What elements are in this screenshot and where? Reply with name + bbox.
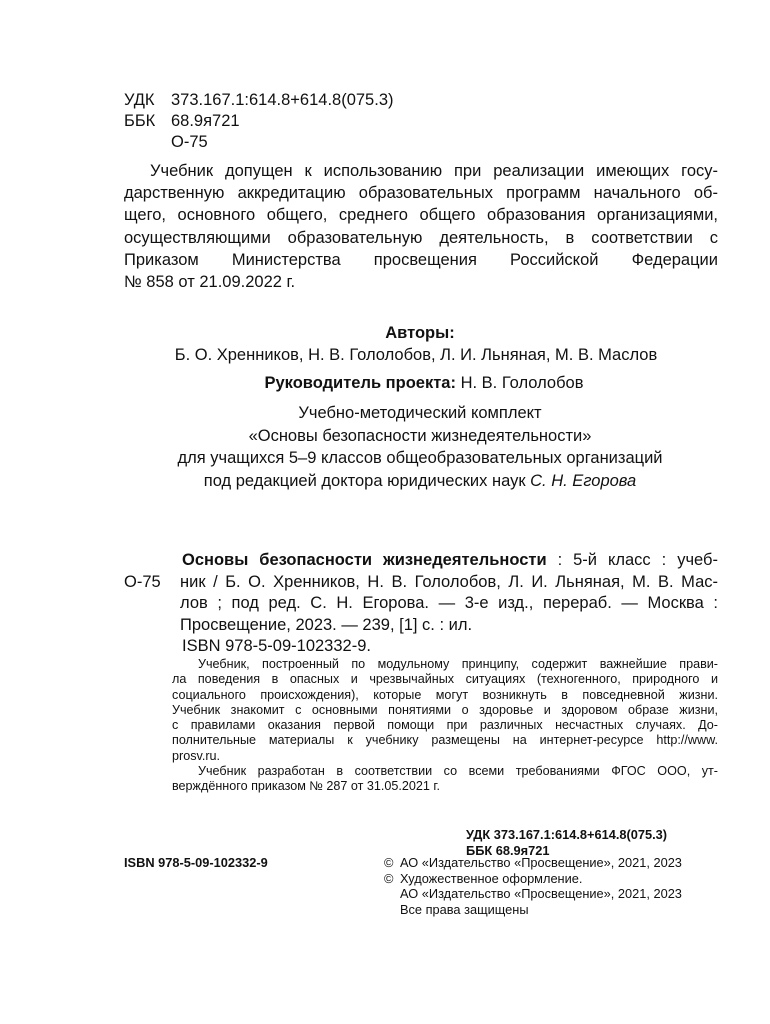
teaching-kit-editor-line [0,470,770,493]
bbk-bottom: ББК 68.9я721 [466,842,550,858]
annotation-line: prosv.ru. [172,748,221,763]
annotation [172,657,718,795]
copyright-row [384,902,682,918]
author-mark: О-75 [171,133,208,151]
catalogue-card [124,550,718,658]
admission-line: Приказом Министерства просвещения Российской Федерации [124,250,718,269]
copyright-line: Художественное оформление. [400,870,583,886]
admission-line: осуществляющими образовательную деятельность, в соответствии с [124,228,718,247]
copyright-row [384,855,682,871]
catalogue-line-rest: : 5-й класс : учеб- [546,551,718,569]
copyright-icon: © [384,870,394,886]
catalogue-line: лов ; под ред. С. Н. Егорова. — 3-е изд., перераб. — Москва : [180,594,718,612]
classification-codes [124,90,393,153]
annotation-line: Учебник, построенный по модульному принципу, содержит важнейшие прави- [198,657,718,671]
catalogue-isbn: ISBN 978-5-09-102332-9. [182,637,371,655]
authors-heading: Авторы: [385,324,455,342]
bbk-value: 68.9я721 [171,112,240,130]
teaching-kit [0,402,770,492]
catalogue-codes [466,827,667,858]
standard-line: верждённого приказом № 287 от 31.05.2021 г. [172,779,440,794]
bbk-label: ББК [124,112,156,130]
copyright-row [384,871,682,887]
copyright-row [384,886,682,902]
copyright-line: АО «Издательство «Просвещение», 2021, 2023 [400,855,682,870]
copyright-line: АО «Издательство «Просвещение», 2021, 2023 [400,886,682,902]
catalogue-line [180,550,718,572]
bbk-row [124,111,393,132]
footer-isbn: ISBN 978-5-09-102332-9 [124,855,268,870]
catalogue-number: О-75 [124,572,161,591]
editor-name: С. Н. Егорова [530,471,637,490]
standard-line: Учебник разработан в соответствии со всеми требованиями ФГОС ООО, ут- [198,764,718,779]
project-leader [0,374,770,393]
udk-row [124,90,393,111]
copyright-line: Все права защищены [400,901,529,917]
catalogue-line: Просвещение, 2023. — 239, [1] с. : ил. [180,615,473,634]
annotation-line: социального происхождения), которые могут возникнуть в повседневной жизни. [172,687,718,702]
copyright-icon: © [384,855,394,870]
teaching-kit-title: «Основы безопасности жизнедеятельности» [248,426,592,445]
catalogue-description [180,550,718,658]
admission-line: Учебник допущен к использованию при реализации имеющих госу- [150,162,718,180]
admission-line: № 858 от 21.09.2022 г. [124,273,296,292]
authors-list: Б. О. Хренников, Н. В. Гололобов, Л. И. Льняная, М. В. Маслов [174,346,658,364]
teaching-kit-line: для учащихся 5–9 классов общеобразовательных организаций [177,449,663,468]
annotation-line: полнительные материалы к учебнику размещены на интернет-ресурсе http://www. [172,733,718,748]
project-leader-label: Руководитель проекта: [264,374,456,392]
book-title: Основы безопасности жизнедеятельности [182,551,547,569]
copyright-block [384,855,682,917]
annotation-line: ла поведения в опасных и чрезвычайных ситуациях (техногенного, природного и [172,672,718,687]
admission-line: дарственную аккредитацию образовательных программ начального об- [124,184,718,203]
udk-value: 373.167.1:614.8+614.8(075.3) [171,91,394,109]
annotation-line: Учебник знакомит с основными понятиями о здоровье и здоровом образе жизни, [172,702,718,717]
project-leader-name: Н. В. Гололобов [455,374,584,392]
editor-prefix: под редакцией доктора юридических наук [203,471,531,490]
udk-label: УДК [124,91,155,109]
catalogue-line: ник / Б. О. Хренников, Н. В. Гололобов, Л. И. Льняная, М. В. Мас- [180,572,718,591]
teaching-kit-line: Учебно-методический комплект [298,404,542,422]
admission-line: щего, основного общего, среднего общего образования организациями, [124,206,718,225]
admission-paragraph [124,160,718,293]
udk-bottom: УДК 373.167.1:614.8+614.8(075.3) [466,827,668,842]
annotation-line: с правилами оказания первой помощи при различных несчастных случаях. До- [172,718,718,733]
